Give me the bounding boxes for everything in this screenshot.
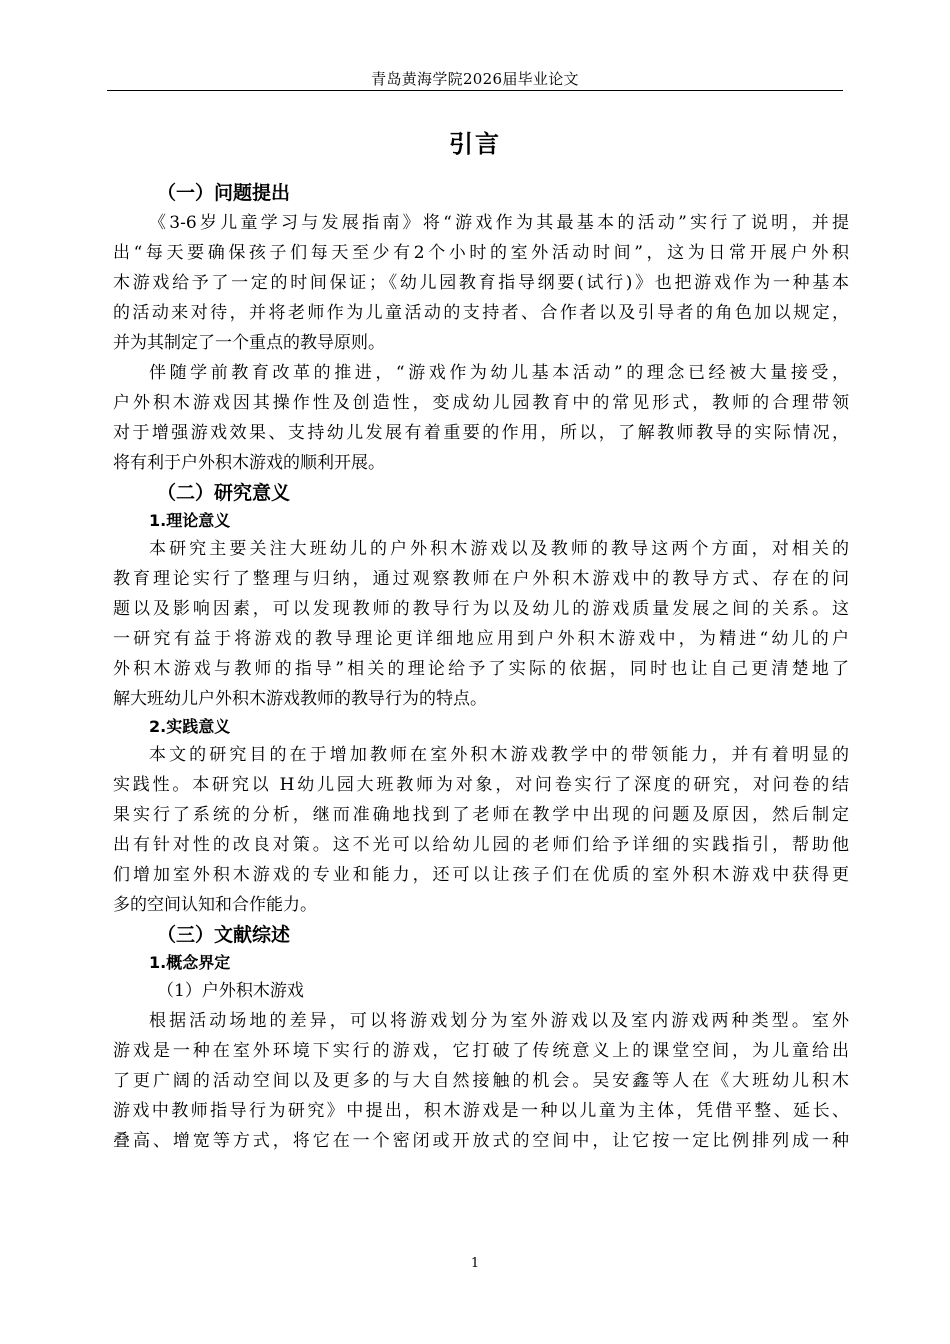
- running-header: 青岛黄海学院2026届毕业论文: [371, 70, 579, 88]
- document-body: [113, 178, 849, 1156]
- text-line: 叠高、增宽等方式，将它在一个密闭或开放式的空间中，让它按一定比例排列成一种: [113, 1131, 849, 1151]
- paragraph: [113, 534, 849, 714]
- paragraph: [113, 208, 849, 358]
- paragraph: [113, 358, 849, 478]
- text-line: 户外积木游戏因其操作性及创造性，变成幼儿园教育中的常见形式，教师的合理带领: [113, 393, 849, 413]
- text-line: 出“每天要确保孩子们每天至少有2个小时的室外活动时间”，这为日常开展户外积: [113, 243, 849, 263]
- text-line: 游戏中教师指导行为研究》中提出，积木游戏是一种以儿童为主体，凭借平整、延长、: [113, 1101, 849, 1121]
- subsection-heading-practice: 2.实践意义: [149, 717, 231, 736]
- paragraph: [113, 740, 849, 920]
- section-heading-literature: （三）文献综述: [157, 924, 291, 946]
- text-line: 实践性。本研究以 H幼儿园大班教师为对象，对问卷实行了深度的研究，对问卷的结: [113, 775, 849, 795]
- text-line: 出有针对性的改良对策。这不光可以给幼儿园的老师们给予详细的实践指引，帮助他: [113, 835, 849, 855]
- text-line: 伴随学前教育改革的推进，“游戏作为幼儿基本活动”的理念已经被大量接受，: [149, 363, 849, 383]
- section-heading-problem: （一）问题提出: [157, 182, 291, 204]
- header-rule: [107, 90, 843, 91]
- section-heading-significance: （二）研究意义: [157, 482, 291, 504]
- text-line: 的活动来对待，并将老师作为儿童活动的支持者、合作者以及引导者的角色加以规定，: [113, 303, 849, 323]
- page-title: 引言: [449, 130, 501, 158]
- text-line: 木游戏给予了一定的时间保证；《幼儿园教育指导纲要(试行)》也把游戏作为一种基本: [113, 273, 849, 293]
- text-line: 一研究有益于将游戏的教导理论更详细地应用到户外积木游戏中，为精进“幼儿的户: [113, 629, 849, 649]
- text-line: 外积木游戏与教师的指导”相关的理论给予了实际的依据，同时也让自己更清楚地了: [113, 659, 849, 679]
- text-line: 多的空间认知和合作能力。: [113, 895, 317, 915]
- text-line: 们增加室外积木游戏的专业和能力，还可以让孩子们在优质的室外积木游戏中获得更: [113, 865, 849, 885]
- text-line: 教育理论实行了整理与归纳，通过观察教师在户外积木游戏中的教导方式、存在的问: [113, 569, 849, 589]
- text-line: 并为其制定了一个重点的教导原则。: [113, 333, 385, 353]
- text-line: 本文的研究目的在于增加教师在室外积木游戏教学中的带领能力，并有着明显的: [149, 745, 849, 765]
- text-line: 《3-6岁儿童学习与发展指南》将“游戏作为其最基本的活动”实行了说明，并提: [149, 213, 849, 233]
- subsection-heading-concepts: 1.概念界定: [149, 953, 231, 972]
- text-line: 解大班幼儿户外积木游戏教师的教导行为的特点。: [113, 689, 487, 709]
- paragraph: [113, 1006, 849, 1156]
- page-number: 1: [470, 1256, 480, 1271]
- text-line: 将有利于户外积木游戏的顺利开展。: [113, 453, 385, 473]
- text-line: 果实行了系统的分析，继而准确地找到了老师在教学中出现的问题及原因，然后制定: [113, 805, 849, 825]
- subsection-heading-theory: 1.理论意义: [149, 511, 231, 530]
- text-line: 游戏是一种在室外环境下实行的游戏，它打破了传统意义上的课堂空间，为儿童给出: [113, 1041, 849, 1061]
- text-line: 题以及影响因素，可以发现教师的教导行为以及幼儿的游戏质量发展之间的关系。这: [113, 599, 849, 619]
- text-line: 根据活动场地的差异，可以将游戏划分为室外游戏以及室内游戏两种类型。室外: [149, 1011, 849, 1031]
- text-line: 对于增强游戏效果、支持幼儿发展有着重要的作用，所以，了解教师教导的实际情况，: [113, 423, 849, 443]
- text-line: 了更广阔的活动空间以及更多的与大自然接触的机会。吴安鑫等人在《大班幼儿积木: [113, 1071, 849, 1091]
- item-heading-outdoor-blocks: （1）户外积木游戏: [157, 981, 304, 1001]
- text-line: 本研究主要关注大班幼儿的户外积木游戏以及教师的教导这两个方面，对相关的: [149, 539, 849, 559]
